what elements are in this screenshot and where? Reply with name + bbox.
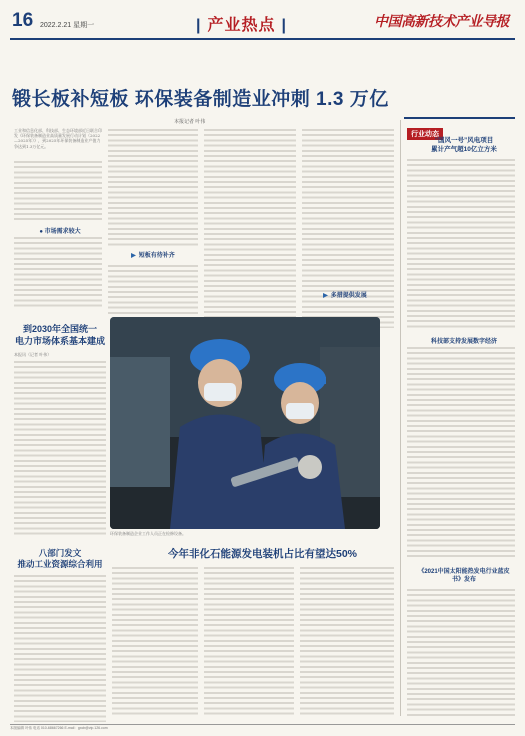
- article4-title: 今年非化石能源发电装机占比有望达50%: [168, 548, 358, 560]
- body-column-1c: [14, 236, 102, 308]
- subhead-3: [300, 290, 390, 299]
- photo-caption: 环保装备制造企业工作人员正在检修设备。: [110, 531, 186, 536]
- sidebar-item3-title: 《2021中国太阳能热发电行业蓝皮书》发布: [418, 569, 510, 583]
- body-column-3: [204, 128, 296, 328]
- sidebar-rule: [404, 117, 515, 119]
- masthead: 中国高新技术产业导报: [374, 14, 509, 30]
- page-header: [10, 8, 515, 40]
- article2-body: [14, 360, 106, 536]
- lead-paragraph: 工业和信息化部、科技部、生态环境部近日联合印发《环保装备制造业高质量发展行动计划（2022—2025年）》，到2025年环保装备制造业产值力争达到1.3万亿元。: [14, 128, 102, 149]
- sidebar-tag: 行业动态: [407, 128, 443, 140]
- body-column-2b: [108, 264, 198, 314]
- subhead-1-text: ● 市场需求较大: [39, 229, 81, 235]
- article2-title: 到2030年全国统一 电力市场体系基本建成: [14, 324, 105, 346]
- page-number: 16: [12, 10, 34, 31]
- body-column-1b: [14, 160, 102, 220]
- subhead-1: [20, 226, 100, 235]
- subhead-2: [112, 250, 194, 259]
- subhead-3-text: 多措提供发展: [330, 293, 367, 299]
- main-headline: 锻长板补短板 环保装备制造业冲刺 1.3 万亿: [12, 89, 389, 110]
- main-byline: 本报记者 叶伟: [174, 119, 206, 125]
- page-footer: 本版编辑 叶伟 电话 010-68667266 E-mail：gxcb@vip.126.com: [10, 724, 515, 731]
- workers-photo-illustration: [110, 317, 380, 529]
- sidebar-item1-title: “国风一号”风电项目 累计产气超10亿立方米: [431, 137, 497, 153]
- section-title: | 产业热点 |: [196, 12, 287, 35]
- subhead-2-text: 短板有待补齐: [138, 253, 175, 259]
- column-divider: [400, 120, 401, 716]
- article3-title: 八部门发文 推动工业资源综合利用: [17, 548, 103, 569]
- article4-body-1: [112, 566, 198, 716]
- chevron-icon: ▶: [131, 253, 136, 259]
- issue-date: 2022.2.21 星期一: [40, 22, 95, 29]
- article3-body: [14, 574, 106, 722]
- body-column-1: [14, 128, 102, 149]
- article4-body-2: [204, 566, 294, 716]
- body-column-2: [108, 128, 198, 248]
- sidebar-item1-body: [407, 158, 515, 330]
- sidebar-item3-body: [407, 588, 515, 718]
- article4-body-3: [300, 566, 394, 716]
- sidebar-item2-title: 科技部支持发展数字经济: [430, 339, 497, 345]
- sidebar-item2-body: [407, 346, 515, 560]
- article2-byline: 本报讯（记者 叶伟）: [14, 352, 52, 357]
- chevron-icon: ▶: [323, 293, 328, 299]
- article-photo: [110, 317, 380, 529]
